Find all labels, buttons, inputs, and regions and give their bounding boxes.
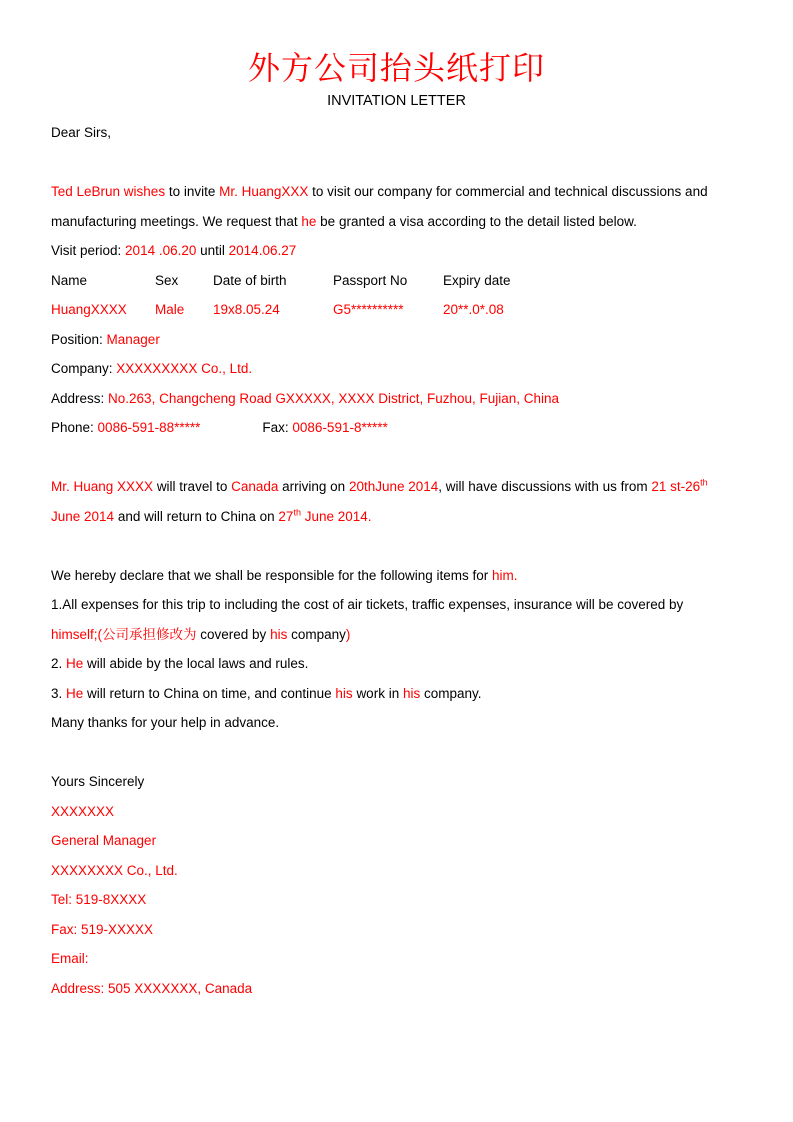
text-segment: We hereby declare that we shall be responsible for the following items for xyxy=(51,567,492,583)
text-segment: 3. xyxy=(51,685,67,701)
text-segment: Phone: xyxy=(51,420,98,435)
text-segment: until xyxy=(200,243,229,258)
document-subtitle: INVITATION LETTER xyxy=(327,93,466,109)
text-segment: be granted a visa according to the detail listed below. xyxy=(320,213,637,229)
text-segment: Canada xyxy=(231,479,283,494)
visit-period xyxy=(51,236,742,266)
table-header xyxy=(51,266,742,296)
company xyxy=(51,354,742,384)
text-segment: June 2014. xyxy=(300,508,372,524)
text-segment: his xyxy=(335,685,357,701)
table-cell: Name xyxy=(51,272,88,288)
text-segment: Tel: 519-8XXXX xyxy=(51,892,147,907)
position xyxy=(51,325,742,355)
text-segment: will travel to xyxy=(156,479,232,494)
text-segment: 1.All expenses for this trip to including the cost of air tickets, traffic expenses, insurance will be covered by xyxy=(51,597,684,612)
text-segment: Yours Sincerely xyxy=(51,774,145,789)
table-data-row xyxy=(51,295,742,325)
intro-line-1 xyxy=(51,177,742,207)
phone-fax xyxy=(51,413,742,443)
signer-fax xyxy=(51,915,742,945)
blank-3 xyxy=(51,531,742,561)
text-segment: 0086-591-88***** xyxy=(97,420,201,435)
text-segment: 2014 .06.20 xyxy=(125,243,201,258)
item-1-line-1 xyxy=(51,590,742,620)
blank-2 xyxy=(51,443,742,473)
text-segment: will return to China on time, and continue xyxy=(87,685,336,701)
text-segment: 27 xyxy=(278,508,294,524)
text-segment: 20thJune 2014 xyxy=(348,479,439,494)
text-segment: Fax: xyxy=(262,420,293,435)
text-segment: XXXXXXXX Co., Ltd. xyxy=(51,862,178,878)
text-segment: him. xyxy=(491,567,518,583)
text-segment: Fax: 519-XXXXX xyxy=(51,921,154,937)
item-2 xyxy=(51,649,742,679)
signer-tel xyxy=(51,885,742,915)
text-segment: 21 st-26 xyxy=(651,479,701,494)
table-cell: 20**.0*.08 xyxy=(443,302,504,317)
text-segment: Ted LeBrun wishes xyxy=(51,184,169,199)
signer-email xyxy=(51,944,742,974)
signer-address xyxy=(51,974,742,1004)
declaration xyxy=(51,561,742,591)
text-segment: company. xyxy=(423,685,482,701)
text-segment: Dear Sirs, xyxy=(51,125,112,140)
text-segment: He xyxy=(66,685,88,701)
table-cell: Passport No xyxy=(333,272,408,288)
text-segment: Address: xyxy=(51,390,109,406)
text-segment: No.263, Changcheng Road GXXXXX, XXXX District, Fuzhou, Fujian, China xyxy=(108,390,560,406)
text-segment: Mr. HuangXXX xyxy=(219,184,313,199)
signer-title xyxy=(51,826,742,856)
text-segment: his xyxy=(402,685,424,701)
travel-line-2 xyxy=(51,502,742,532)
text-segment: Visit period: xyxy=(51,243,126,258)
tab-space xyxy=(200,431,262,432)
text-segment: , will have discussions with us from xyxy=(438,479,652,494)
text-segment: to visit our company for commercial and technical discussions and xyxy=(312,184,708,199)
text-segment: and will return to China on xyxy=(117,508,279,524)
text-segment: company xyxy=(291,626,346,642)
thanks xyxy=(51,708,742,738)
ordinal-suffix: th xyxy=(700,477,708,488)
document-title: 外方公司抬头纸打印 xyxy=(247,49,545,87)
text-segment: 0086-591-8***** xyxy=(292,420,388,435)
text-segment: Position: xyxy=(51,331,107,347)
table-cell: Male xyxy=(155,302,185,317)
text-segment: Email: xyxy=(51,951,89,966)
text-segment: Mr. Huang XXXX xyxy=(51,479,157,494)
text-segment: covered by xyxy=(200,626,271,642)
text-segment: General Manager xyxy=(51,833,157,848)
intro-line-2 xyxy=(51,207,742,237)
text-segment: work in xyxy=(356,685,403,701)
text-segment: himself;(公司承担修改为 xyxy=(51,626,201,642)
text-segment: Address: 505 XXXXXXX, Canada xyxy=(51,980,253,996)
text-segment: XXXXXXXXX Co., Ltd. xyxy=(116,361,253,376)
signer-company xyxy=(51,856,742,886)
text-segment: manufacturing meetings. We request that xyxy=(51,213,302,229)
text-segment: Company: xyxy=(51,361,117,376)
text-segment: to invite xyxy=(168,184,220,199)
signer-name xyxy=(51,797,742,827)
text-segment: Many thanks for your help in advance. xyxy=(51,715,280,730)
text-segment: ) xyxy=(345,626,351,642)
table-cell: Date of birth xyxy=(213,272,287,288)
table-cell: Sex xyxy=(155,272,179,288)
table-cell: G5********** xyxy=(333,302,404,317)
text-segment: he xyxy=(301,213,321,229)
text-segment: June 2014 xyxy=(51,508,118,524)
text-segment: 2014.06.27 xyxy=(228,243,297,258)
travel-line-1 xyxy=(51,472,742,502)
blank-1 xyxy=(51,148,742,178)
closing xyxy=(51,767,742,797)
item-3 xyxy=(51,679,742,709)
blank-4 xyxy=(51,738,742,768)
table-cell: Expiry date xyxy=(443,272,511,288)
text-segment: his xyxy=(270,626,292,642)
letter-body xyxy=(51,118,742,1003)
item-1-line-2 xyxy=(51,620,742,650)
ordinal-suffix: th xyxy=(293,507,301,517)
table-cell: 19x8.05.24 xyxy=(213,302,280,317)
text-segment: Manager xyxy=(106,331,160,347)
text-segment: 2. xyxy=(51,656,67,671)
text-segment: XXXXXXX xyxy=(51,803,115,819)
table-cell: HuangXXXX xyxy=(51,302,127,317)
text-segment: arriving on xyxy=(282,479,349,494)
text-segment: will abide by the local laws and rules. xyxy=(87,656,309,671)
salutation xyxy=(51,118,742,148)
address xyxy=(51,384,742,414)
text-segment: He xyxy=(66,656,88,671)
